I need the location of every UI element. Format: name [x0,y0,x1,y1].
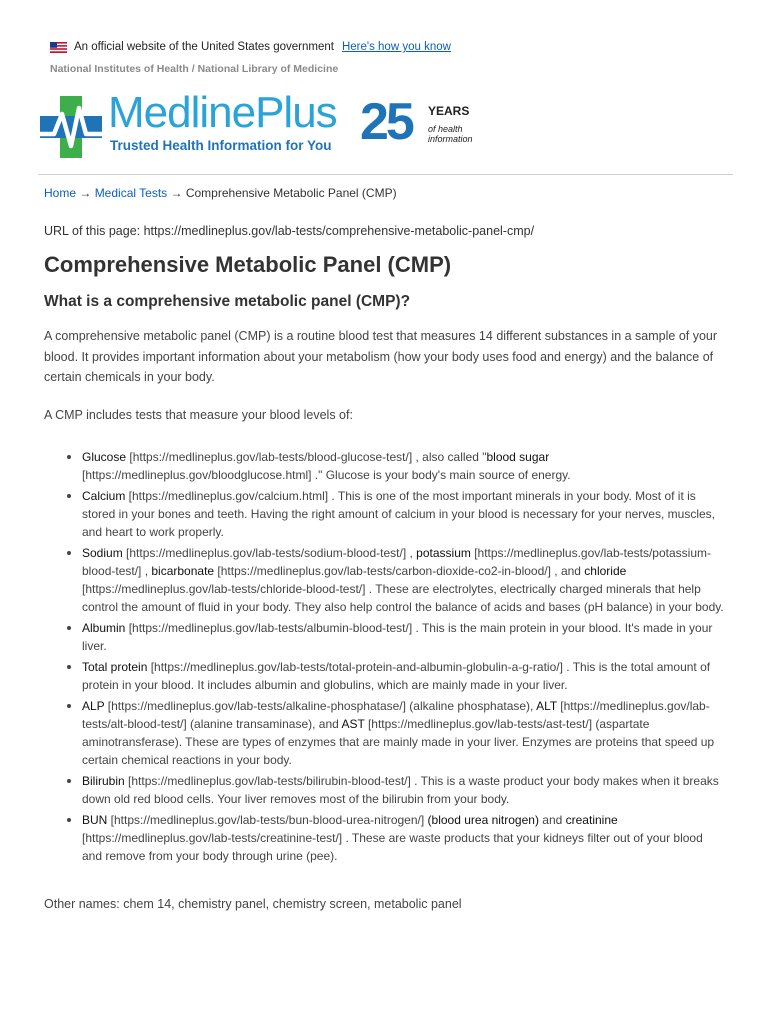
list-item-text: [https://medlineplus.gov/lab-tests/bilirubin-blood-test/] . This is a waste product your body makes when it breaks down old red blood cells. Your liver removes most of the bilirubin from your body. [82,774,719,806]
list-item-text: and [538,813,566,827]
test-list [82,448,724,868]
list-item-text: [https://medlineplus.gov/lab-tests/creatinine-test/] . These are waste products that your kidneys filter out of your blood and remove from your body through urine (pee). [82,831,703,863]
test-name-link[interactable]: Calcium [82,489,126,503]
test-name-link[interactable]: blood sugar [486,450,550,464]
anniversary-subtext: of health information [428,124,473,144]
list-item [82,448,724,484]
logo-tagline: Trusted Health Information for You [110,138,332,153]
header-divider [38,174,733,175]
list-item [82,619,724,655]
gov-banner [50,38,451,56]
list-item [82,811,724,865]
section-heading: What is a comprehensive metabolic panel (CMP)? [44,293,411,310]
breadcrumb-medical-tests-link[interactable]: Medical Tests [94,186,168,200]
list-item [82,697,724,769]
gov-banner-text: An official website of the United States government [74,41,334,53]
list-item [82,658,724,694]
list-item [82,772,724,808]
breadcrumb-separator: → [167,186,186,200]
test-name-link[interactable]: potassium [416,546,471,560]
list-item-text: [https://medlineplus.gov/lab-tests/total-protein-and-albumin-globulin-a-g-ratio/] . This is the total amount of protein in your blood. It includes albumin and globulins, which are mainly made in your liver. [82,660,711,692]
breadcrumb [44,186,397,200]
test-name-link[interactable]: Bilirubin [82,774,125,788]
list-item-text: [https://medlineplus.gov/lab-tests/alkaline-phosphatase/] (alkaline phosphatase), [104,699,537,713]
test-name-link[interactable]: BUN [82,813,108,827]
heres-how-you-know-link[interactable]: Here's how you know [341,41,451,53]
test-name-link[interactable]: (blood urea nitrogen) [427,813,539,827]
list-item [82,544,724,616]
test-name-link[interactable]: Glucose [82,450,127,464]
list-lead-in: A CMP includes tests that measure your blood levels of: [44,408,353,422]
list-item-text: [https://medlineplus.gov/lab-tests/sodium-blood-test/] , [122,546,417,560]
list-item-text: [https://medlineplus.gov/lab-tests/alt-blood-test/] (alanine transaminase), and [82,699,710,731]
other-names: Other names: chem 14, chemistry panel, chemistry screen, metabolic panel [44,897,462,911]
test-name-link[interactable]: bicarbonate [151,564,215,578]
breadcrumb-current: Comprehensive Metabolic Panel (CMP) [185,186,397,200]
list-item-text: [https://medlineplus.gov/lab-tests/chloride-blood-test/] . These are electrolytes, electrically charged minerals that help control the amount of fluid in your body. They also help control the balance of acids and bases (pH balance) in your body. [82,582,724,614]
list-item-text: [https://medlineplus.gov/lab-tests/bun-blood-urea-nitrogen/] [107,813,428,827]
list-item-text: [https://medlineplus.gov/calcium.html] . This is one of the most important minerals in your body. Most of it is stored in your bones and teeth. Having the right amount of calcium in your blood is necessary for your nerves, muscles, and heart to work properly. [82,489,715,539]
test-name-link[interactable]: Sodium [82,546,123,560]
list-item-text: [https://medlineplus.gov/bloodglucose.html] ." Glucose is your body's main source of energy. [82,468,571,482]
medlineplus-cross-logo-icon [38,94,104,160]
test-name-link[interactable]: Albumin [82,621,126,635]
breadcrumb-separator: → [76,186,95,200]
agency-line: National Institutes of Health / National Library of Medicine [50,63,339,75]
page-title: Comprehensive Metabolic Panel (CMP) [44,252,452,277]
test-name-link[interactable]: creatinine [565,813,618,827]
breadcrumb-home-link[interactable]: Home [44,186,77,200]
us-flag-icon [50,42,67,53]
test-name-link[interactable]: Total protein [82,660,148,674]
anniversary-years: YEARS [428,104,470,118]
test-name-link[interactable]: AST [341,717,365,731]
list-item-text: [https://medlineplus.gov/lab-tests/potassium-blood-test/] , [82,546,711,578]
list-item-text: [https://medlineplus.gov/lab-tests/carbon-dioxide-co2-in-blood/] , and [214,564,585,578]
test-name-link[interactable]: chloride [584,564,627,578]
list-item-text: [https://medlineplus.gov/lab-tests/albumin-blood-test/] . This is the main protein in your blood. It's made in your liver. [82,621,713,653]
site-logo[interactable] [38,88,478,162]
list-item-text: [https://medlineplus.gov/lab-tests/ast-test/] (aspartate aminotransferase). These are types of enzymes that are mainly made in your liver. Enzymes are proteins that speed up certain chemical reactions in your body. [82,717,715,767]
test-name-link[interactable]: ALP [82,699,105,713]
page-url: URL of this page: https://medlineplus.gov/lab-tests/comprehensive-metabolic-panel-cmp/ [44,224,535,238]
test-name-link[interactable]: ALT [536,699,557,713]
logo-wordmark: MedlinePlus [108,88,337,137]
list-item [82,487,724,541]
list-item-text: [https://medlineplus.gov/lab-tests/blood-glucose-test/] , also called " [126,450,487,464]
anniversary-number: 25 [360,93,412,151]
intro-paragraph: A comprehensive metabolic panel (CMP) is a routine blood test that measures 14 different substances in a sample of your blood. It provides important information about your metabolism (how your body uses food and energy) and the balance of certain chemicals in your body. [44,329,718,384]
